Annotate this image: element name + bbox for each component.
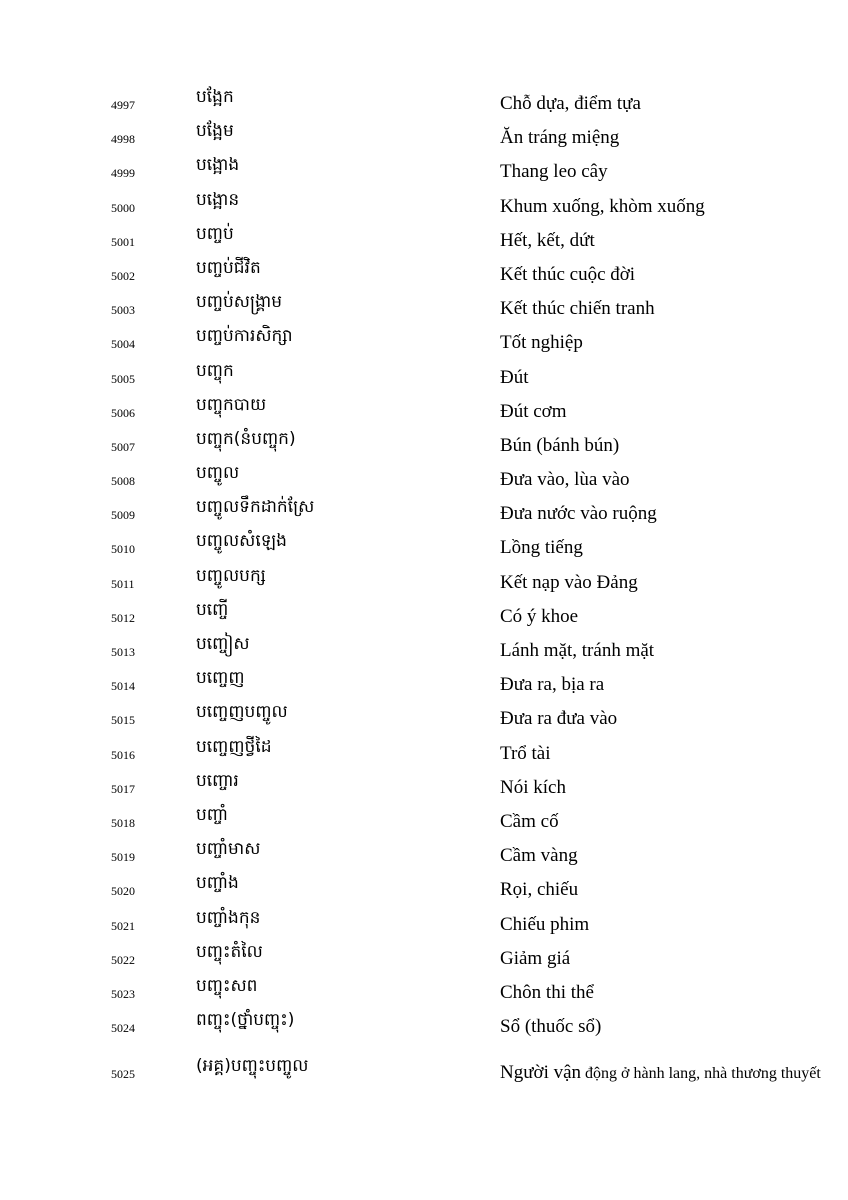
entry-number: 5012 bbox=[111, 610, 135, 625]
vietnamese-meaning: Kết thúc chiến tranh bbox=[500, 298, 655, 320]
entry-number: 5013 bbox=[111, 645, 135, 659]
dictionary-entry bbox=[0, 941, 848, 975]
khmer-term: បញ្ចើ bbox=[196, 599, 229, 620]
vietnamese-meaning: Sổ (thuốc sổ) bbox=[500, 1016, 602, 1038]
dictionary-entry bbox=[0, 736, 848, 770]
dictionary-entry bbox=[0, 872, 848, 906]
dictionary-entry bbox=[0, 1009, 848, 1043]
dictionary-entry bbox=[0, 257, 848, 291]
vietnamese-meaning: Tốt nghiệp bbox=[500, 332, 583, 354]
dictionary-entry bbox=[0, 86, 848, 120]
dictionary-entry bbox=[0, 599, 848, 633]
vietnamese-meaning: Kết nạp vào Đảng bbox=[500, 571, 638, 593]
dictionary-entry bbox=[0, 428, 848, 462]
vietnamese-meaning: Lánh mặt, tránh mặt bbox=[500, 640, 655, 661]
khmer-term: បញ្ចោរ bbox=[196, 770, 239, 791]
vietnamese-meaning: Đưa ra, bịa ra bbox=[500, 674, 605, 696]
entry-number: 5008 bbox=[111, 474, 135, 489]
khmer-term: បញ្ចប់ការសិក្សា bbox=[196, 326, 293, 347]
entry-number: 5003 bbox=[111, 303, 135, 318]
dictionary-entry bbox=[0, 770, 848, 804]
entry-number: 5019 bbox=[111, 850, 135, 865]
khmer-term: បញ្ចាំង bbox=[196, 873, 239, 894]
khmer-term: បញ្ចូលទឹកដាក់ស្រែ bbox=[196, 497, 315, 518]
vietnamese-meaning: Chiếu phim bbox=[500, 913, 590, 935]
khmer-term: បញ្ចូលសំឡេង bbox=[196, 531, 287, 552]
entry-number: 4999 bbox=[111, 166, 135, 181]
dictionary-entry bbox=[0, 1055, 848, 1089]
vietnamese-meaning: Cầm cố bbox=[500, 810, 559, 832]
vietnamese-meaning: Bún (bánh bún) bbox=[500, 434, 620, 456]
entry-number: 5020 bbox=[111, 884, 135, 899]
dictionary-entry bbox=[0, 804, 848, 838]
khmer-term: បញ្ចេញថ្វីដៃ bbox=[196, 736, 272, 757]
dictionary-entry bbox=[0, 120, 848, 154]
dictionary-entry bbox=[0, 907, 848, 941]
vietnamese-meaning: Đút cơm bbox=[500, 400, 567, 422]
entry-number: 5000 bbox=[111, 200, 135, 215]
entry-number: 5007 bbox=[111, 439, 135, 454]
vietnamese-meaning: Trổ tài bbox=[500, 742, 551, 764]
dictionary-entry bbox=[0, 223, 848, 257]
khmer-term: បញ្ចាំងកុន bbox=[196, 907, 261, 928]
entry-number: 5004 bbox=[111, 337, 135, 352]
entry-number: 5024 bbox=[111, 1021, 135, 1036]
entry-number: 5018 bbox=[111, 815, 135, 830]
entry-number: 5002 bbox=[111, 268, 135, 283]
vietnamese-meaning: Lồng tiếng bbox=[500, 537, 583, 559]
entry-number: 5009 bbox=[111, 508, 135, 523]
vietnamese-meaning: Ăn tráng miệng bbox=[500, 127, 620, 149]
dictionary-entry bbox=[0, 360, 848, 394]
dictionary-entry bbox=[0, 975, 848, 1009]
vietnamese-meaning: Kết thúc cuộc đời bbox=[500, 263, 636, 285]
dictionary-entry bbox=[0, 496, 848, 530]
entry-number: 5006 bbox=[111, 405, 135, 420]
vietnamese-meaning: Đút bbox=[500, 366, 529, 388]
khmer-term: បញ្ចុក bbox=[196, 360, 234, 381]
vietnamese-meaning: Rọi, chiếu bbox=[500, 879, 579, 901]
vietnamese-meaning bbox=[500, 1062, 821, 1085]
khmer-term: បញ្ចុក(នំបញ្ចុក) bbox=[196, 428, 296, 449]
khmer-term: បញ្ចប់ជីវិត bbox=[196, 257, 261, 278]
vietnamese-meaning: Đưa ra đưa vào bbox=[500, 708, 618, 730]
khmer-term: បញ្ចប់សង្គ្រាម bbox=[196, 292, 282, 313]
khmer-term: បញ្ចៀស bbox=[196, 634, 250, 654]
vietnamese-meaning: Nói kích bbox=[500, 776, 566, 798]
khmer-term: បញ្ចុះតំលៃ bbox=[196, 941, 263, 962]
meaning-small-text: động ở hành lang, nhà thương thuyết bbox=[581, 1065, 821, 1083]
khmer-term: បញ្ចាំ bbox=[196, 804, 229, 825]
khmer-term: បញ្ចូល bbox=[196, 463, 240, 484]
vietnamese-meaning: Chỗ dựa, điểm tựa bbox=[500, 93, 641, 114]
entry-number: 5010 bbox=[111, 542, 135, 557]
dictionary-entry bbox=[0, 189, 848, 223]
entry-number: 5025 bbox=[111, 1067, 135, 1082]
khmer-term: បង្អែក bbox=[196, 87, 234, 107]
khmer-term: បញ្ចេញ bbox=[196, 668, 245, 689]
khmer-term: ពញ្ចុះ(ថ្នាំបញ្ចុះ) bbox=[196, 1010, 295, 1031]
dictionary-entry bbox=[0, 325, 848, 359]
vietnamese-meaning: Đưa nước vào ruộng bbox=[500, 503, 657, 525]
entry-number: 5015 bbox=[111, 713, 135, 728]
dictionary-entry bbox=[0, 291, 848, 325]
entry-number: 4998 bbox=[111, 132, 135, 147]
dictionary-entry bbox=[0, 462, 848, 496]
khmer-term: បង្អោង bbox=[196, 155, 240, 176]
vietnamese-meaning: Khum xuống, khòm xuống bbox=[500, 195, 705, 217]
khmer-term: បញ្ចូលបក្ស bbox=[196, 565, 266, 586]
vietnamese-meaning: Chôn thi thể bbox=[500, 981, 594, 1003]
vietnamese-meaning: Cầm vàng bbox=[500, 845, 578, 867]
entry-number: 5011 bbox=[111, 576, 135, 591]
khmer-term: (អគ្គ)បញ្ចុះបញ្ចូល bbox=[196, 1056, 309, 1077]
entry-number: 5016 bbox=[111, 747, 135, 762]
vietnamese-meaning: Có ý khoe bbox=[500, 605, 579, 627]
dictionary-entry bbox=[0, 838, 848, 872]
entry-number: 5014 bbox=[111, 679, 135, 694]
vietnamese-meaning: Đưa vào, lùa vào bbox=[500, 469, 630, 491]
dictionary-entry bbox=[0, 633, 848, 667]
dictionary-entry bbox=[0, 530, 848, 564]
entry-number: 5023 bbox=[111, 986, 135, 1001]
khmer-term: បង្អែម bbox=[196, 121, 234, 142]
dictionary-entry bbox=[0, 565, 848, 599]
vietnamese-meaning: Thang leo cây bbox=[500, 161, 608, 183]
entry-number: 5021 bbox=[111, 918, 135, 933]
vietnamese-meaning: Giảm giá bbox=[500, 947, 571, 969]
khmer-term: បញ្ចុកបាយ bbox=[196, 394, 267, 415]
dictionary-entry bbox=[0, 394, 848, 428]
entry-number: 5017 bbox=[111, 781, 135, 796]
khmer-term: បញ្ចប់ bbox=[196, 223, 234, 244]
entry-list bbox=[0, 86, 848, 1089]
meaning-main-text: Người vận bbox=[500, 1062, 582, 1084]
vietnamese-meaning: Hết, kết, dứt bbox=[500, 229, 595, 251]
dictionary-entry bbox=[0, 701, 848, 735]
khmer-term: បញ្ចាំមាស bbox=[196, 839, 261, 860]
entry-number: 4997 bbox=[111, 98, 135, 112]
entry-number: 5001 bbox=[111, 234, 135, 249]
dictionary-entry bbox=[0, 154, 848, 188]
dictionary-entry bbox=[0, 667, 848, 701]
khmer-term: បង្អោន bbox=[196, 189, 240, 210]
khmer-term: បញ្ចេញបញ្ចូល bbox=[196, 702, 288, 723]
entry-number: 5005 bbox=[111, 371, 135, 386]
entry-number: 5022 bbox=[111, 952, 135, 967]
khmer-term: បញ្ចុះសព bbox=[196, 975, 258, 996]
